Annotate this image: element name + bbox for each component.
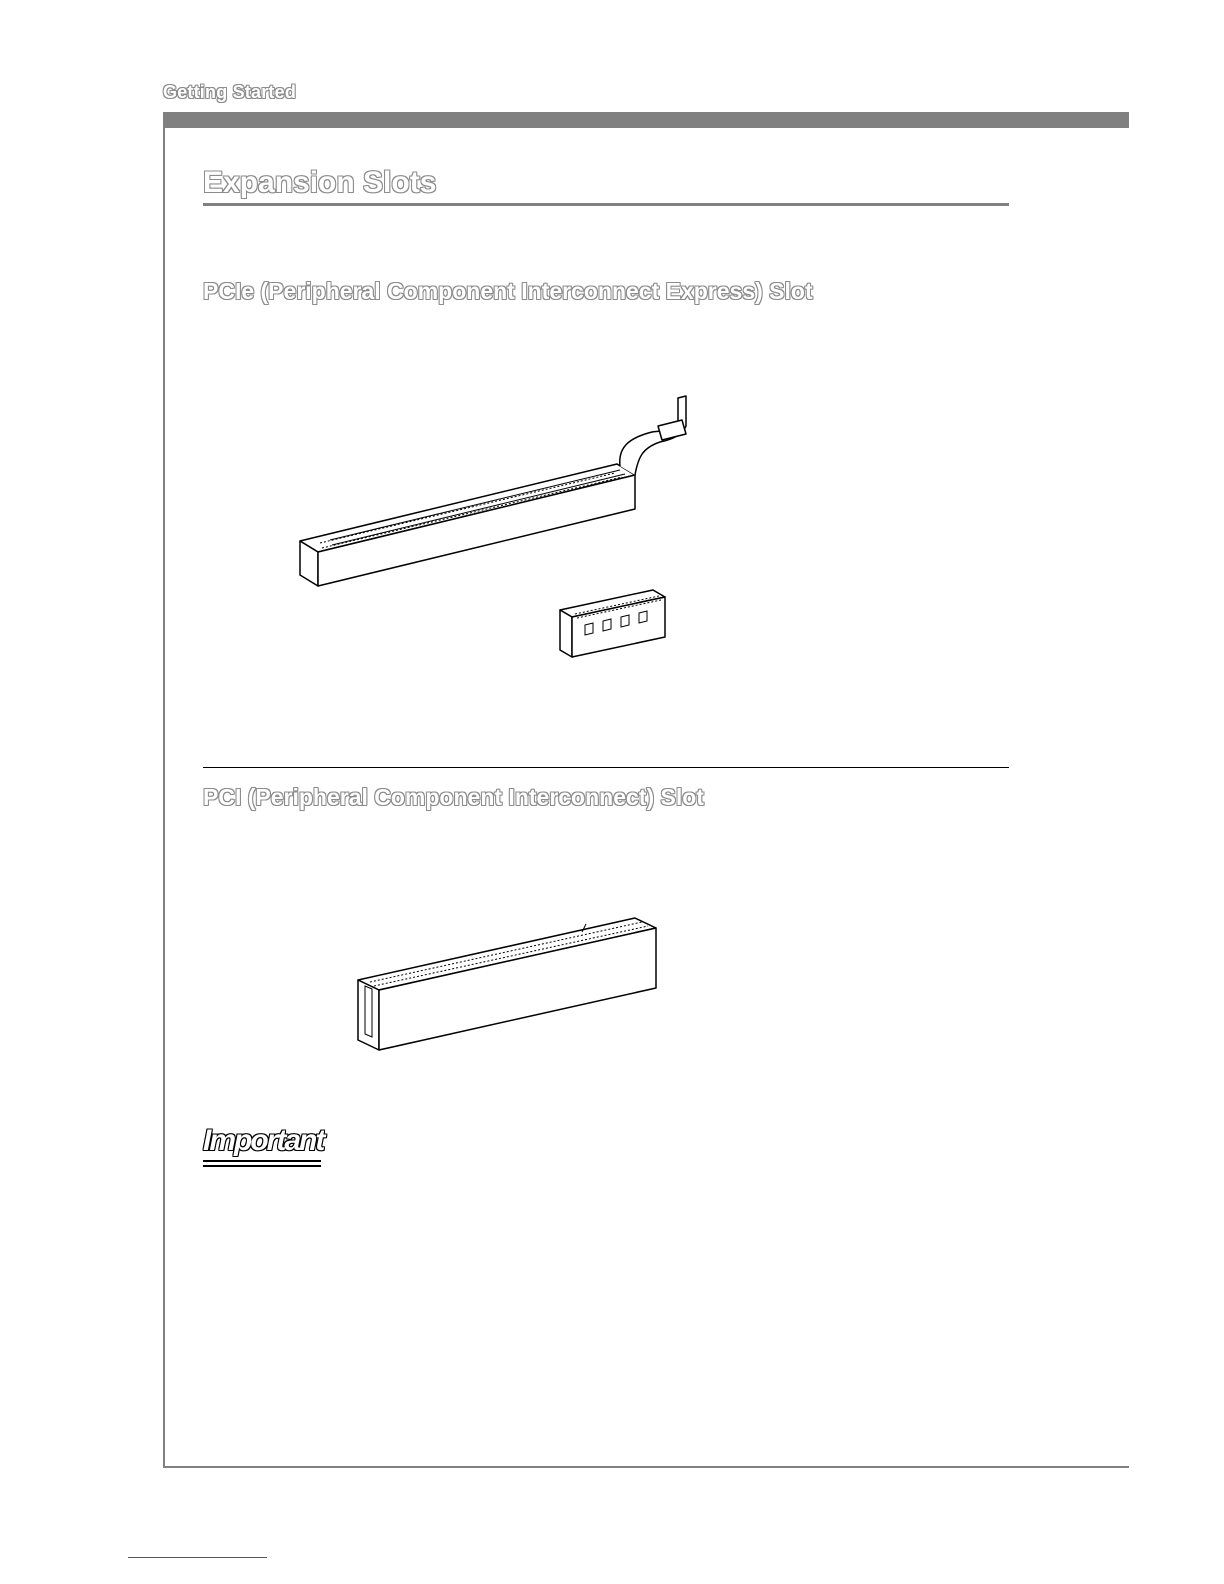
- running-header: Getting Started: [163, 82, 297, 102]
- pci-slot-heading: PCI (Peripheral Component Interconnect) Slot: [203, 784, 704, 810]
- pcie-slot-heading: PCIe (Peripheral Component Interconnect Express) Slot: [203, 278, 813, 304]
- pcie-x1-slot-illustration: [555, 585, 675, 660]
- header-bar: [163, 112, 1129, 128]
- section-title: Expansion Slots: [203, 166, 437, 199]
- page-frame-bottom: [163, 1466, 1129, 1468]
- important-underline-second: [203, 1165, 321, 1167]
- footer-link-underline: [128, 1557, 267, 1558]
- important-label: Important: [203, 1124, 324, 1157]
- important-underline: [203, 1160, 321, 1162]
- pci-slot-illustration: [350, 910, 670, 1060]
- page-frame-left: [163, 112, 165, 1468]
- section-divider: [203, 767, 1009, 768]
- section-title-rule: [203, 203, 1009, 206]
- pcie-x16-slot-illustration: [290, 388, 710, 598]
